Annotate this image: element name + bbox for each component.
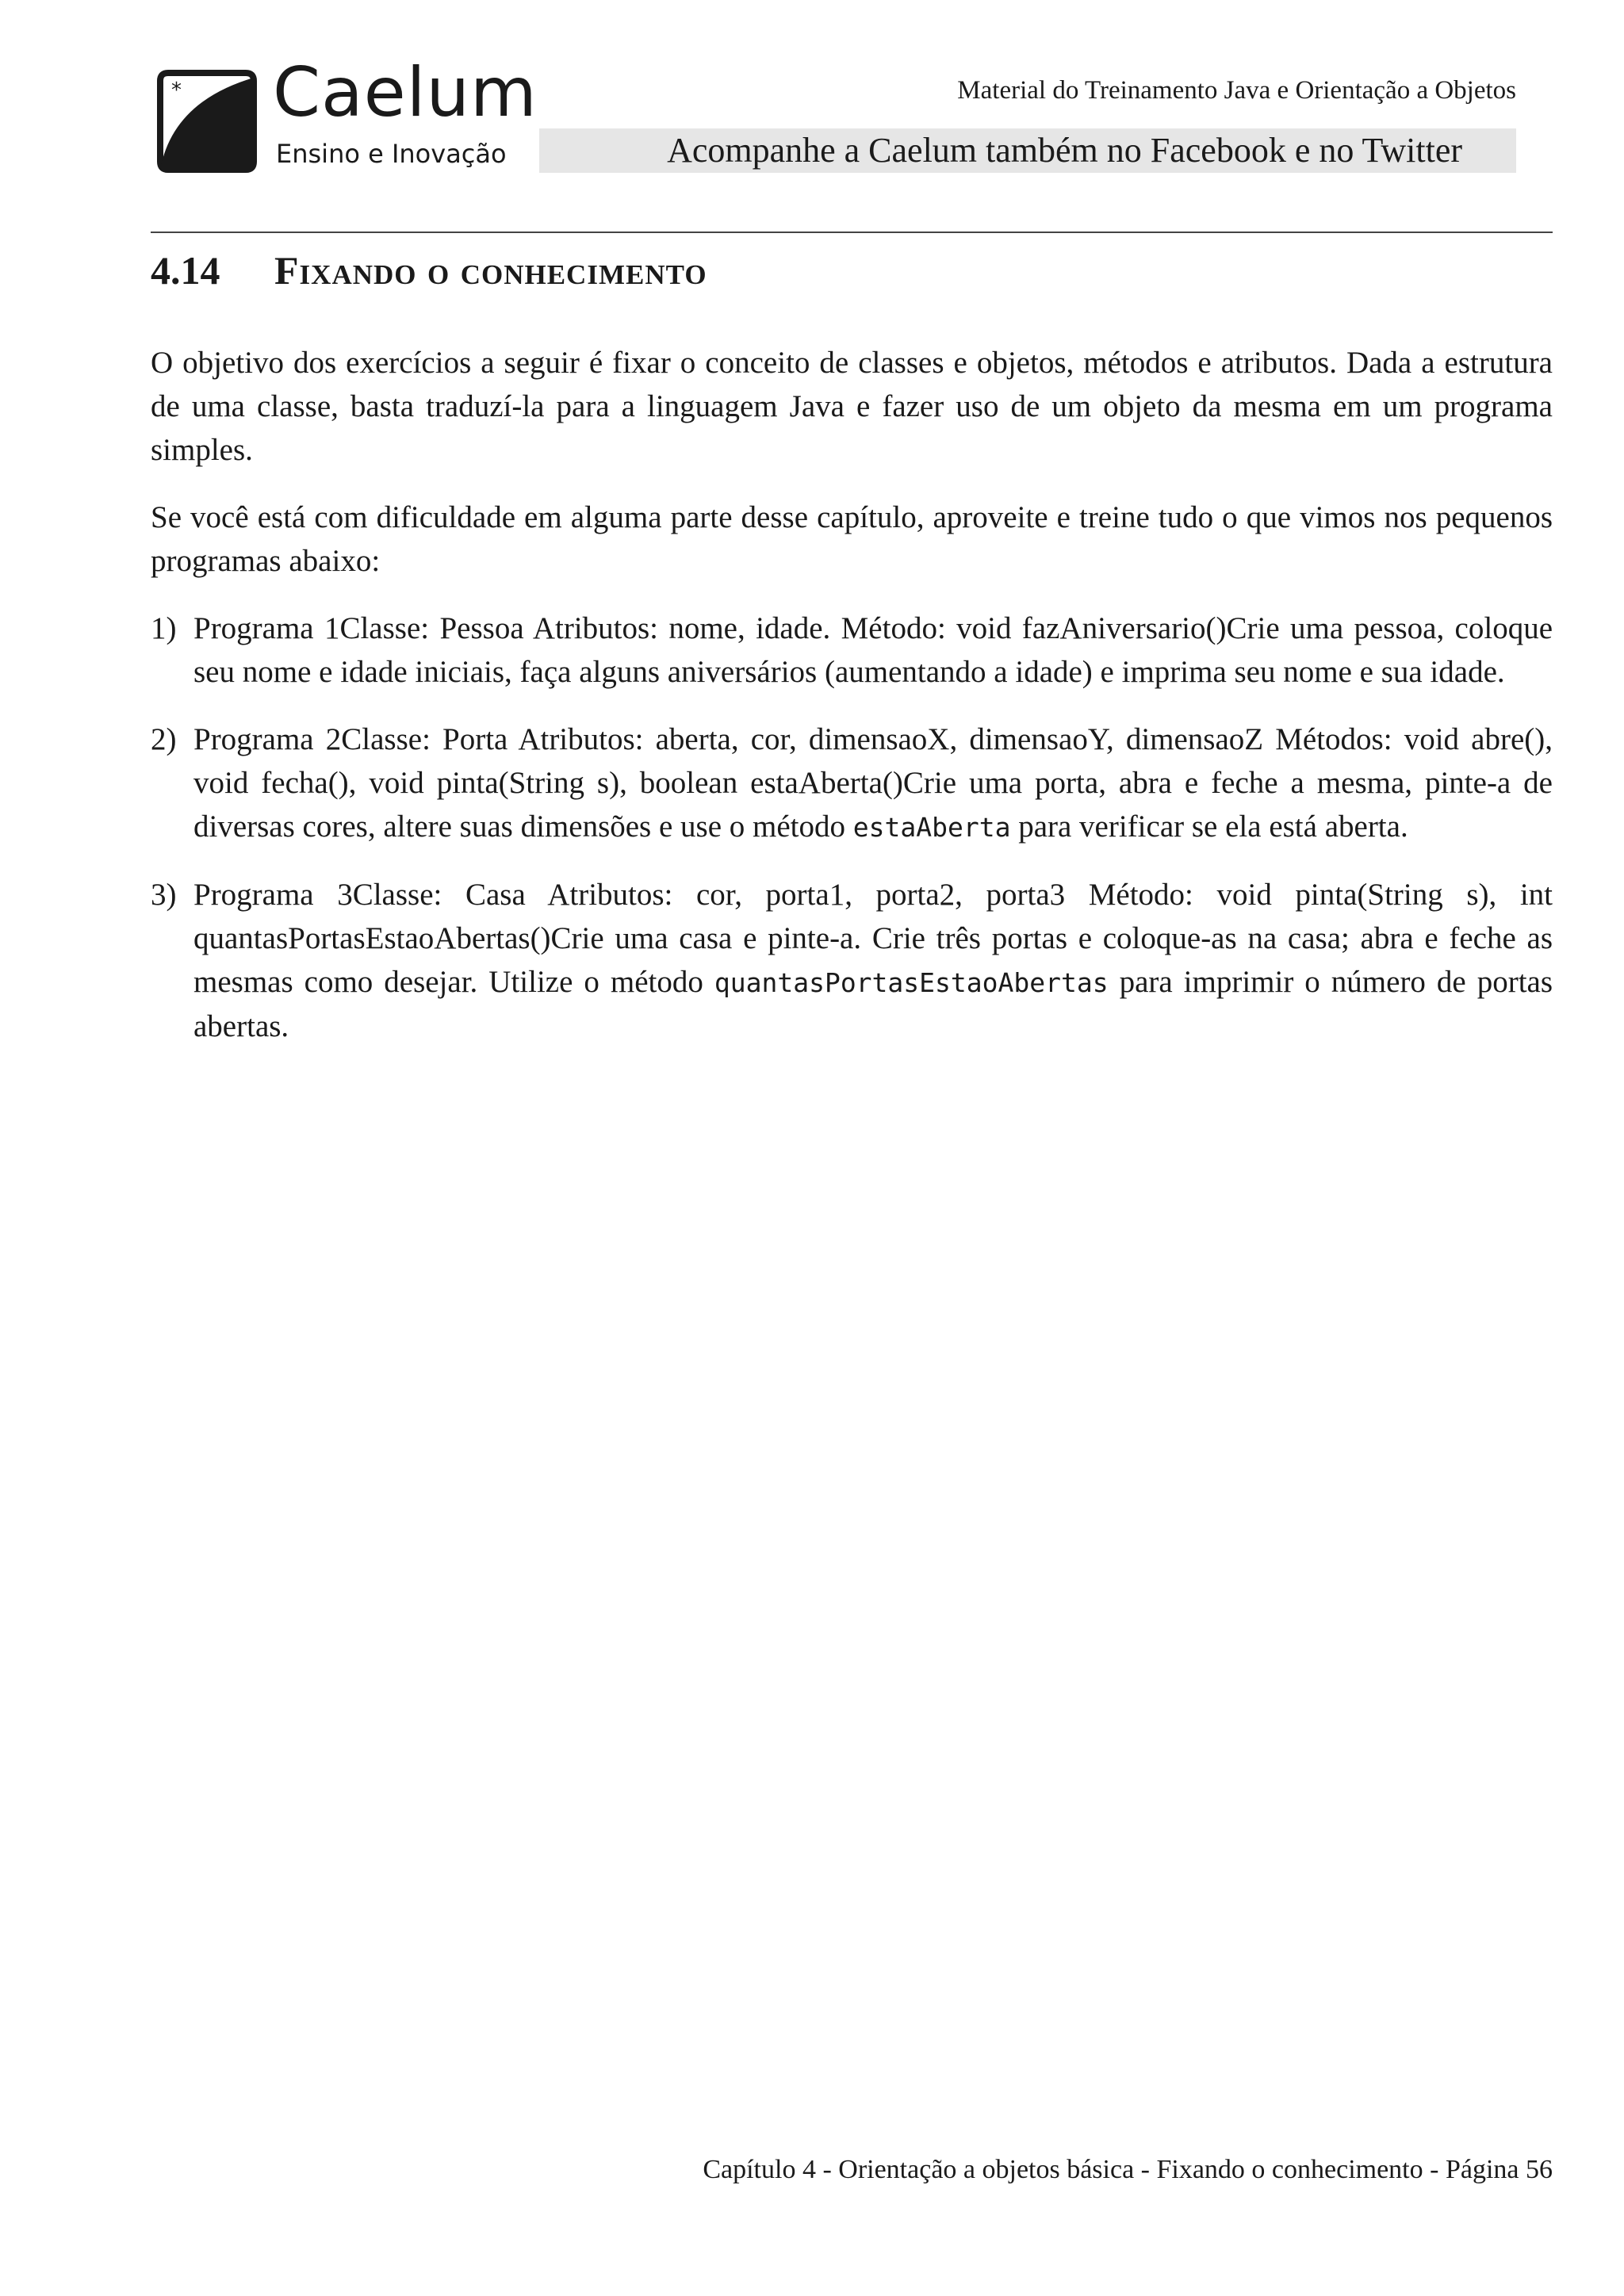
- exercise-text: Programa 1Classe: Pessoa Atributos: nome, idade. Método: void fazAniversario()Crie uma pessoa, coloque seu nome e idade iniciais, faça alguns aniversários (aumentando a idade) e imprima seu nome e sua idade.: [193, 611, 1553, 689]
- exercise-marker: 1): [151, 611, 177, 645]
- social-banner-text: Acompanhe a Caelum também no Facebook e no Twitter: [667, 131, 1462, 170]
- instruction-paragraph: Se você está com dificuldade em alguma parte desse capítulo, aproveite e treine tudo o que vimos nos pequenos programas abaixo:: [151, 500, 1553, 578]
- exercise-text: Programa 3Classe: Casa Atributos: cor, porta1, porta2, porta3 Método: void pinta(String s), int quantasPortasEstaoAbertas()Crie uma casa e pinte-a. Crie três portas e coloque-as na casa; abra e feche as mesmas como desejar. Utilize o método: [193, 878, 1553, 999]
- page-footer: Capítulo 4 - Orientação a objetos básica - Fixando o conhecimento - Página 56: [703, 2155, 1553, 2184]
- logo-wordmark: Caelum: [273, 53, 538, 132]
- section-title: Fixando o conhecimento: [274, 248, 707, 293]
- exercise-marker: 3): [151, 878, 177, 912]
- intro-paragraph: O objetivo dos exercícios a seguir é fixar o conceito de classes e objetos, métodos e atributos. Dada a estrutura de uma classe, basta traduzí-la para a linguagem Java e fazer uso de um objeto da mesma em um programa simples.: [151, 346, 1553, 467]
- section-number: 4.14: [151, 248, 220, 293]
- exercise-item: [151, 718, 1553, 849]
- exercise-item: [151, 873, 1553, 1048]
- exercise-item: [151, 607, 1553, 694]
- exercise-text: para imprimir o número de portas abertas.: [193, 965, 1553, 1043]
- exercise-list: [151, 607, 1553, 1048]
- page-content: [151, 341, 1553, 1072]
- exercise-text: para verificar se ela está aberta.: [1018, 809, 1408, 844]
- logo-tagline: Ensino e Inovação: [276, 139, 507, 169]
- exercise-code: quantasPortasEstaoAbertas: [714, 967, 1109, 998]
- svg-text:*: *: [171, 78, 182, 102]
- section-heading: [151, 247, 707, 293]
- exercise-code: estaAberta: [852, 812, 1011, 843]
- caelum-logo-mark-icon: [157, 70, 257, 173]
- header-divider: [151, 232, 1553, 233]
- exercise-marker: 2): [151, 722, 177, 756]
- exercise-text: Programa 2Classe: Porta Atributos: aberta, cor, dimensaoX, dimensaoY, dimensaoZ Métodos: void abre(), void fecha(), void pinta(String s), boolean estaAberta()Crie uma porta, abra e feche a mesma, pinte-a de diversas cores, altere suas dimensões e use o método: [193, 722, 1553, 844]
- caelum-logo: [157, 53, 538, 178]
- social-banner: [539, 128, 1516, 173]
- material-title: Material do Treinamento Java e Orientação a Objetos: [957, 76, 1516, 105]
